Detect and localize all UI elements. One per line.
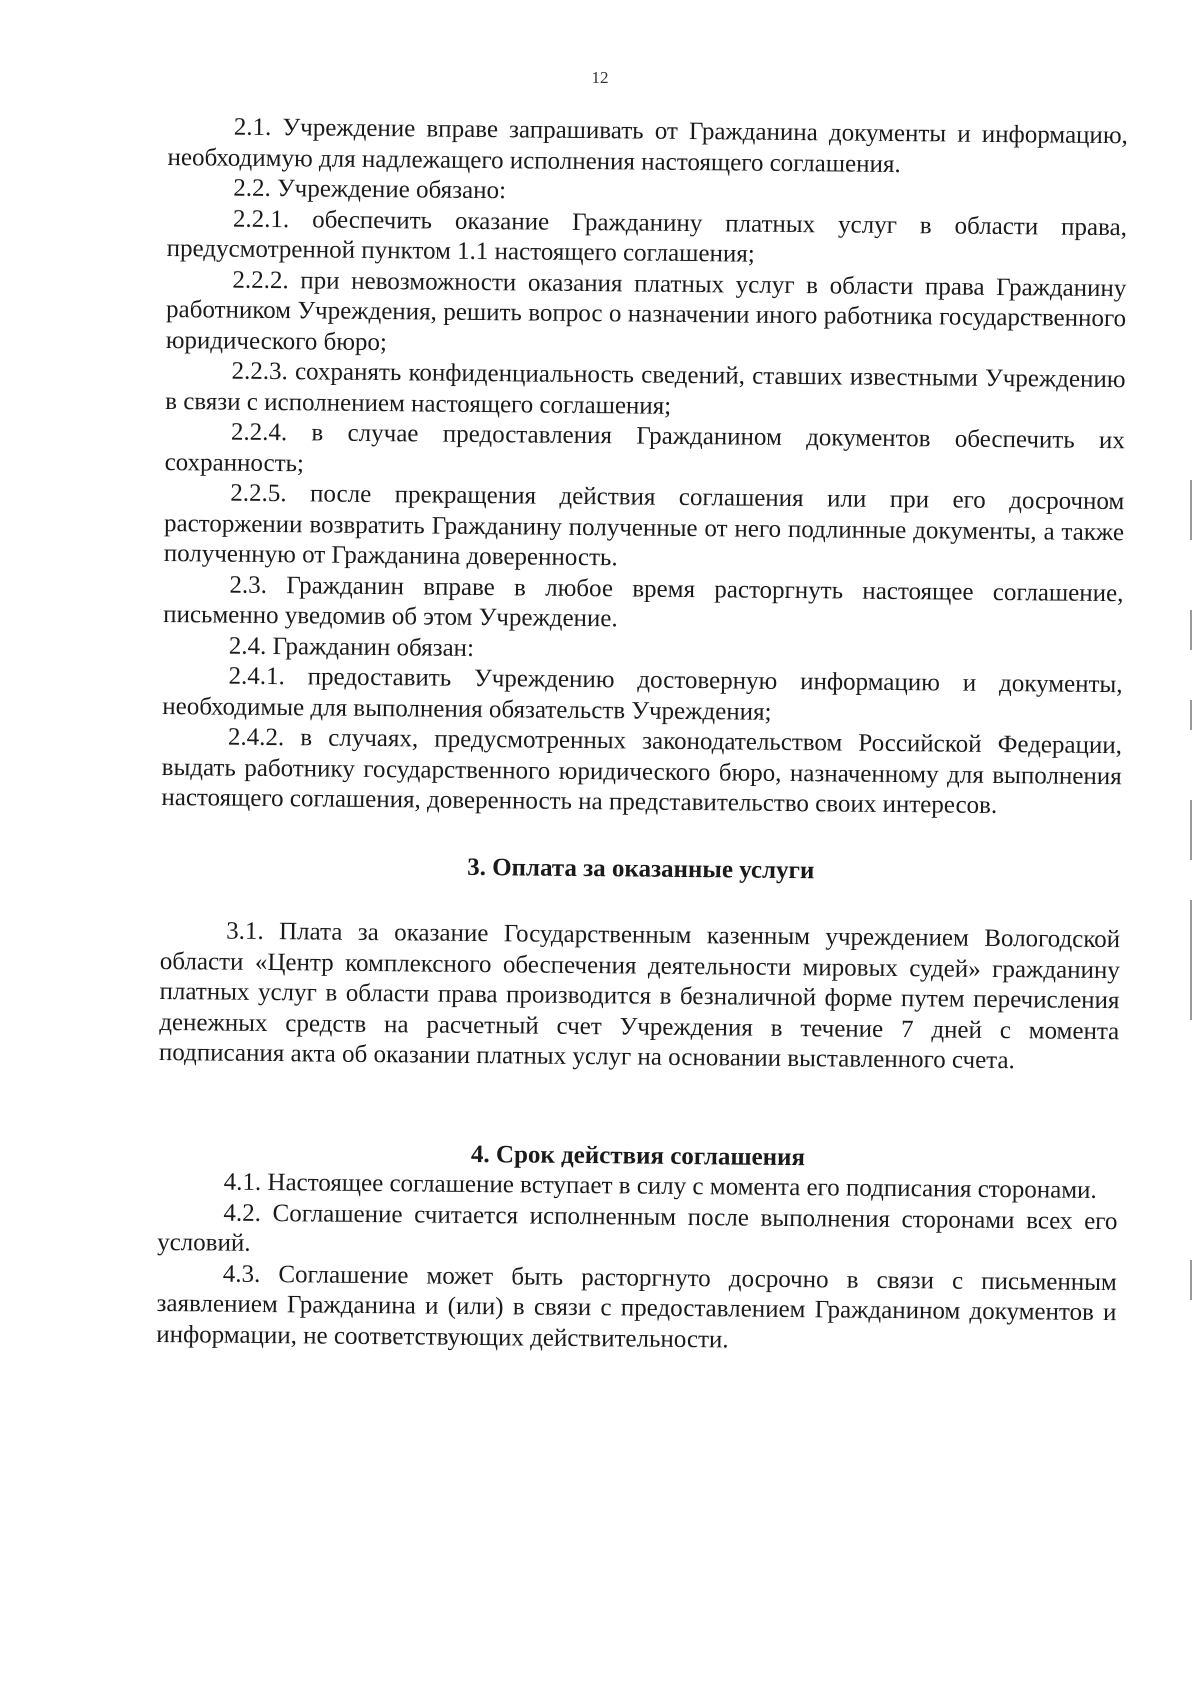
clause-2-3: 2.3. Гражданин вправе в любое время расторгнуть настоящее соглашение, письменно уведомив об этом Учреждение. [163, 571, 1124, 633]
clause-2-2-5: 2.2.5. после прекращения действия соглашения или при его досрочном расторжении возвратить Гражданину полученные от него подлинные документы, а также полученную от Гражданина доверенность. [163, 479, 1125, 572]
page-number: 12 [591, 68, 609, 87]
scan-edge-mark [1190, 480, 1192, 540]
clause-4-2: 4.2. Соглашение считается исполненным после выполнения сторонами всех его условий. [157, 1199, 1118, 1257]
section-4 [156, 1136, 1118, 1359]
scan-edge-mark [1190, 1260, 1192, 1300]
clause-4-3: 4.3. Соглашение может быть расторгнуто досрочно в связи с письменным заявлением Гражданина и (или) в связи с предоставлением Гражданином документов и информации, не соответствующих действительности. [156, 1260, 1117, 1353]
clause-2-1: 2.1. Учреждение вправе запрашивать от Гражданина документы и информацию, необходимую для надлежащего исполнения настоящего соглашения. [167, 113, 1128, 178]
clause-2-4: 2.4. Гражданин обязан: [228, 632, 475, 662]
scan-edge-mark [1190, 700, 1192, 730]
section-4-heading: 4. Срок действия соглашения [470, 1140, 806, 1171]
section-2 [161, 112, 1128, 823]
clause-3-1: 3.1. Плата за оказание Государственным казенным учреждением Вологодской области «Центр комплексного обеспечения деятельности мировых судей» гражданину платных услуг в области права производится в безналичной форме путем перечисления денежных средств на расчетный счет Учреждения в течение 7 дней с момента подписания акта об оказании платных услуг на основании выставленного счета. [158, 917, 1121, 1075]
clause-4-1: 4.1. Настоящее соглашение вступает в силу с момента его подписания сторонами. [223, 1168, 1097, 1204]
section-3-heading: 3. Оплата за оказанные услуги [467, 853, 815, 884]
clause-2-4-2: 2.4.2. в случаях, предусмотренных законодательством Российской Федерации, выдать работнику государственного юридического бюро, назначенному для выполнения настоящего соглашения, доверенность на представительство своих интересов. [161, 723, 1123, 819]
clause-2-2-4: 2.2.4. в случае предоставления Гражданином документов обеспечить их сохранность; [164, 418, 1126, 477]
scan-edge-mark [1190, 900, 1192, 1020]
section-3 [159, 849, 1121, 1077]
clause-2-2-1: 2.2.1. обеспечить оказание Гражданину платных услуг в области права, предусмотренной пунктом 1.1 настоящего соглашения; [166, 205, 1128, 268]
clause-2-4-1: 2.4.1. предоставить Учреждению достоверную информацию и документы, необходимые для выполнения обязательств Учреждения; [162, 662, 1123, 726]
clause-2-2: 2.2. Учреждение обязано: [233, 174, 507, 205]
clause-2-2-2: 2.2.2. при невозможности оказания платных услуг в области права Гражданину работником Учреждения, решить вопрос о назначении иного работника государственного юридического бюро; [165, 266, 1127, 356]
scan-edge-mark [1190, 610, 1192, 650]
scan-edge-mark [1190, 800, 1192, 860]
clause-2-2-3: 2.2.3. сохранять конфиденциальность сведений, ставших известными Учреждению в связи с исполнением настоящего соглашения; [165, 357, 1126, 420]
document-body [156, 112, 1128, 1359]
